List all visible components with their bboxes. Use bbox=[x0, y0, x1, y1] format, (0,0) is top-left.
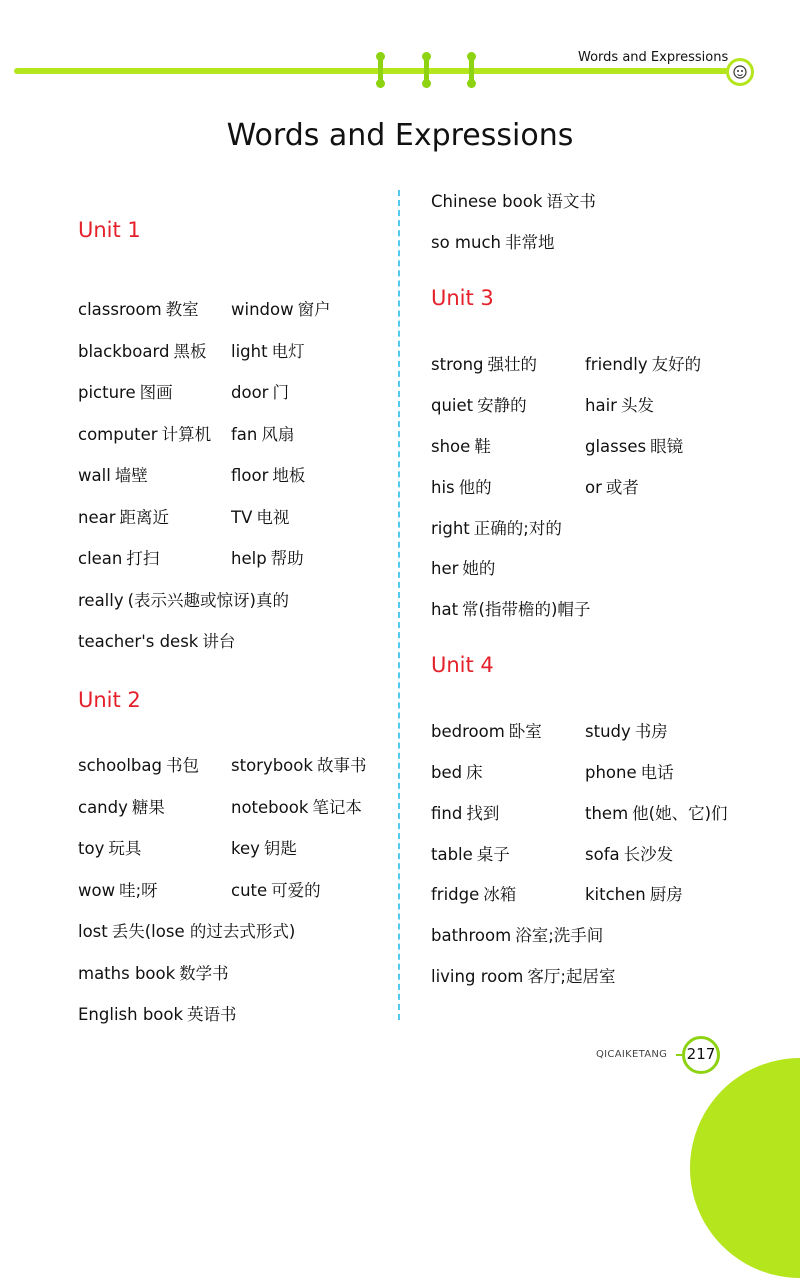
vocab-entry: hat 常(指带檐的)帽子 bbox=[431, 600, 591, 619]
mascot-icon bbox=[726, 58, 754, 86]
vocab-entry: candy 糖果 bbox=[78, 798, 165, 817]
ring-binder-icon bbox=[376, 52, 384, 88]
unit-heading: Unit 2 bbox=[78, 688, 141, 712]
vocab-entry: really (表示兴趣或惊讶)真的 bbox=[78, 591, 289, 610]
vocab-entry: classroom 教室 bbox=[78, 300, 199, 319]
vocab-entry: strong 强壮的 bbox=[431, 355, 538, 374]
vocab-entry: quiet 安静的 bbox=[431, 396, 527, 415]
vocab-entry: kitchen 厨房 bbox=[585, 885, 683, 904]
page-title: Words and Expressions bbox=[226, 118, 574, 153]
vocab-entry: living room 客厅;起居室 bbox=[431, 967, 616, 986]
vocab-entry: picture 图画 bbox=[78, 383, 173, 402]
vocab-entry: wow 哇;呀 bbox=[78, 881, 158, 900]
vocab-entry: near 距离近 bbox=[78, 508, 170, 527]
vocab-entry: teacher's desk 讲台 bbox=[78, 632, 236, 651]
vocab-entry: lost 丢失(lose 的过去式形式) bbox=[78, 922, 296, 941]
vocab-entry: key 钥匙 bbox=[231, 839, 297, 858]
vocab-entry: table 桌子 bbox=[431, 845, 510, 864]
vocab-entry: English book 英语书 bbox=[78, 1005, 237, 1024]
vocab-entry: light 电灯 bbox=[231, 342, 305, 361]
vocab-entry: them 他(她、它)们 bbox=[585, 804, 728, 823]
unit-heading: Unit 1 bbox=[78, 218, 141, 242]
vocab-entry: window 窗户 bbox=[231, 300, 331, 319]
vocab-entry: notebook 笔记本 bbox=[231, 798, 362, 817]
column-divider bbox=[398, 190, 400, 1020]
vocab-entry: TV 电视 bbox=[231, 508, 290, 527]
footer-brand: QICAIKETANG bbox=[596, 1049, 668, 1060]
vocab-entry: sofa 长沙发 bbox=[585, 845, 674, 864]
vocab-entry: cute 可爱的 bbox=[231, 881, 321, 900]
unit-heading: Unit 3 bbox=[431, 286, 494, 310]
vocab-entry: phone 电话 bbox=[585, 763, 674, 782]
vocab-entry: shoe 鞋 bbox=[431, 437, 491, 456]
ring-binder-icon bbox=[422, 52, 430, 88]
vocab-entry: study 书房 bbox=[585, 722, 668, 741]
vocab-entry: blackboard 黑板 bbox=[78, 342, 207, 361]
page-number: 217 bbox=[686, 1045, 716, 1063]
unit-heading: Unit 4 bbox=[431, 653, 494, 677]
ring-binder-icon bbox=[467, 52, 475, 88]
vocab-entry: so much 非常地 bbox=[431, 233, 555, 252]
vocab-entry: computer 计算机 bbox=[78, 425, 212, 444]
vocab-entry: bathroom 浴室;洗手间 bbox=[431, 926, 604, 945]
vocab-entry: glasses 眼镜 bbox=[585, 437, 684, 456]
vocab-entry: find 找到 bbox=[431, 804, 500, 823]
vocab-entry: clean 打扫 bbox=[78, 549, 160, 568]
vocab-entry: friendly 友好的 bbox=[585, 355, 702, 374]
vocab-entry: storybook 故事书 bbox=[231, 756, 367, 775]
vocab-entry: door 门 bbox=[231, 383, 289, 402]
vocab-entry: hair 头发 bbox=[585, 396, 654, 415]
vocab-entry: maths book 数学书 bbox=[78, 964, 229, 983]
vocab-entry: toy 玩具 bbox=[78, 839, 142, 858]
vocab-entry: right 正确的;对的 bbox=[431, 519, 562, 538]
running-head: Words and Expressions bbox=[578, 50, 729, 65]
vocab-entry: fan 风扇 bbox=[231, 425, 295, 444]
vocab-entry: her 她的 bbox=[431, 559, 496, 578]
vocab-entry: bedroom 卧室 bbox=[431, 722, 542, 741]
vocab-entry: Chinese book 语文书 bbox=[431, 192, 596, 211]
vocab-entry: schoolbag 书包 bbox=[78, 756, 199, 775]
vocab-entry: wall 墙壁 bbox=[78, 466, 148, 485]
vocab-entry: fridge 冰箱 bbox=[431, 885, 517, 904]
vocab-entry: floor 地板 bbox=[231, 466, 306, 485]
vocab-entry: bed 床 bbox=[431, 763, 483, 782]
vocab-entry: his 他的 bbox=[431, 478, 492, 497]
vocab-entry: help 帮助 bbox=[231, 549, 304, 568]
corner-decoration bbox=[690, 1058, 800, 1278]
vocab-entry: or 或者 bbox=[585, 478, 639, 497]
